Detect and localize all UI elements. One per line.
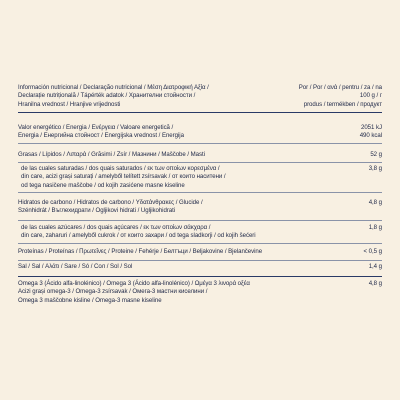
divider-salt (18, 276, 382, 277)
nutrition-table (18, 80, 382, 326)
row-sugars-value: 1,8 g (368, 224, 382, 231)
row-carbohydrate-label: Hidratos de carbono / Hidratos de carbono / Υδατάνθρακες / Glucide / Szénhidrát / Въглехидрати / Ogljikovi hidrati / Ugljikohidrati (18, 199, 203, 215)
row-omega3-label: Omega 3 (Ácido alfa-linolénico) / Omega 3 (Ácido alfa-linolénico) / Ωμέγα 3 λινορά οξέα Acizi grași omega-3 / Omega-3 zsírsavak / Омега-3 мастни киселини / Omega 3 maščobne kisline / Omega-3 masne kiseline (18, 280, 250, 304)
row-energy-value: 2051 kJ 490 kcal (359, 124, 382, 140)
row-energy-label: Valor energético / Energia / Ενέργεια / Valoare energetică / Energia / Енергийна стойност / Energijska vrednost / Energija (18, 124, 184, 140)
divider-sugars (18, 243, 382, 244)
row-salt-value: 1,4 g (368, 263, 382, 270)
divider-saturates (18, 192, 382, 193)
row-protein-value: < 0,5 g (363, 248, 382, 255)
header-per-unit: Por / Por / ανά / pentru / za / na 100 g / г produs / termékben / продукт (298, 84, 382, 108)
row-fat-label: Grasas / Lípidos / Λιπαρά / Grăsimi / Zsír / Мазнини / Maščobe / Masti (18, 151, 205, 158)
row-carbohydrate-value: 4,8 g (368, 199, 382, 206)
divider-protein (18, 260, 382, 261)
divider-energy (18, 143, 382, 144)
row-saturates-value: 3,8 g (368, 165, 382, 172)
header-label: Información nutricional / Declaração nutricional / Μέση Διατροφική Αξία / Declarație nutrițională / Tápérték adatok / Хранителни стойности / Hranilna vrednost / Hranjive vrijednosti (18, 84, 209, 108)
row-omega3-value: 4,8 g (368, 280, 382, 287)
row-protein-label: Proteínas / Proteínas / Πρωτεΐνες / Proteine / Fehérje / Белтъци / Beljakovine / Bjelančevine (18, 248, 263, 255)
header-divider (18, 112, 382, 113)
divider-carbohydrate (18, 220, 382, 221)
row-saturates-label: de las cuales saturadas / dos quais saturados / εκ των οποίων κορεσμένα / din care, acizi grași saturați / amelyből telített zsírsavak / от които наситени / od tega nasičene maščobe / od kojih zasićene masne kiseline (21, 165, 226, 189)
row-fat-value: 52 g (370, 151, 382, 158)
row-sugars-label: de las cuales azúcares / dos quais açúcares / εκ των οποίων σάκχαρα / din care, zaharuri / amelyből cukrok / от които захари / od tega sladkorji / od kojih šećeri (21, 224, 256, 240)
row-salt-label: Sal / Sal / Αλάτι / Sare / Só / Сол / Sol / Sol (18, 263, 133, 270)
divider-fat (18, 162, 382, 163)
